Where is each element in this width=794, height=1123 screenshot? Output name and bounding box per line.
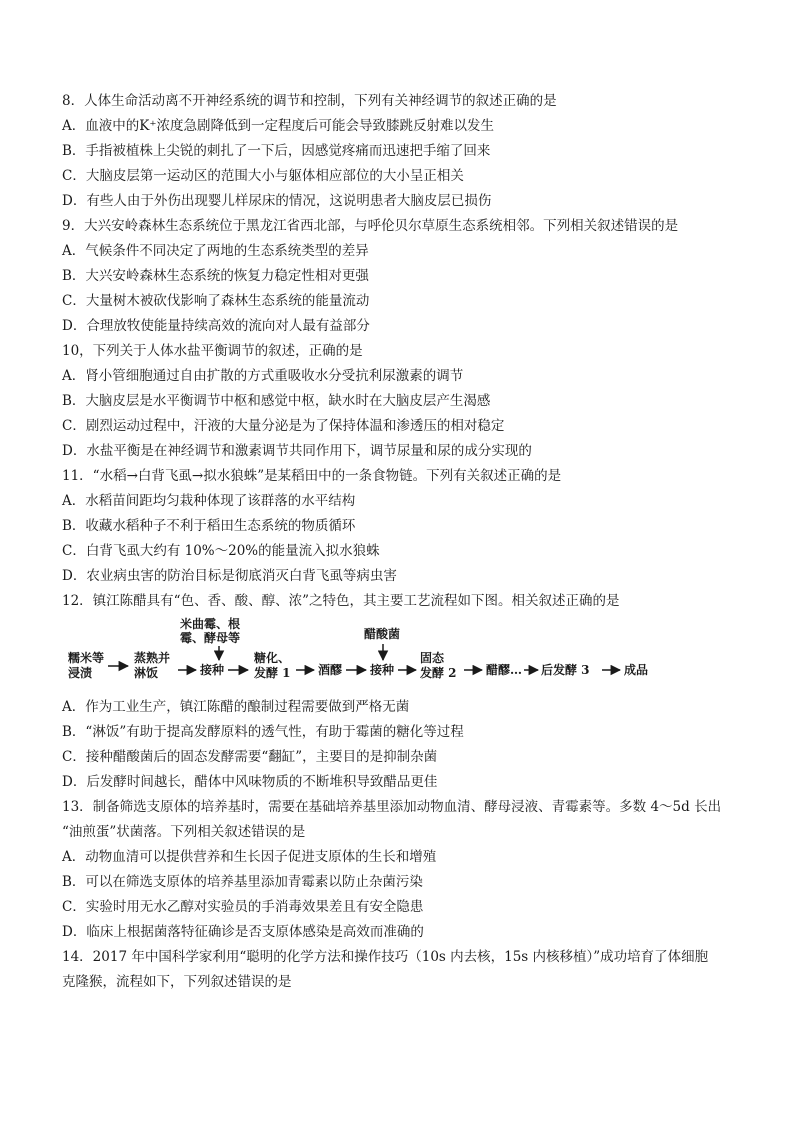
q14-stem-line2: 克隆猴，流程如下，下列叙述错误的是	[62, 974, 292, 990]
q11-stem: 11．“水稻→白背飞虱→拟水狼蛛”是某稻田中的一条食物链。下列有关叙述正确的是	[62, 468, 562, 484]
flow-node-soak: 浸渍	[68, 666, 93, 680]
q10-stem: 10，下列关于人体水盐平衡调节的叙述，正确的是	[62, 343, 363, 359]
q8-stem: 8．人体生命活动离不开神经系统的调节和控制，下列有关神经调节的叙述正确的是	[62, 93, 557, 109]
q11-option-b: B．收藏水稻种子不利于稻田生态系统的物质循环	[62, 518, 356, 534]
flow-node-saccharify: 糖化、	[254, 651, 291, 665]
flow-node-glutinous-rice: 糯米等	[68, 651, 105, 665]
q8-option-b: B．手指被植株上尖锐的刺扎了一下后，因感觉疼痛而迅速把手缩了回来	[62, 143, 491, 159]
q9-option-a: A．气候条件不同决定了两地的生态系统类型的差异	[62, 243, 369, 259]
q10-option-b: B．大脑皮层是水平衡调节中枢和感觉中枢，缺水时在大脑皮层产生渴感	[62, 393, 491, 409]
q10-option-c: C．剧烈运动过程中，汗液的大量分泌是为了保持体温和渗透压的相对稳定	[62, 418, 505, 434]
q12-stem: 12．镇江陈醋具有“色、香、酸、醇、浓”之特色，其主要工艺流程如下图。相关叙述正确的是	[62, 593, 620, 609]
flow-node-wine-mash: 酒醪	[318, 663, 343, 677]
q13-stem-line1: 13．制备筛选支原体的培养基时，需要在基础培养基里添加动物血清、酵母浸液、青霉素等。多数 4～5d 长出	[62, 799, 722, 815]
q13-stem-line2: “油煎蛋”状菌落。下列相关叙述错误的是	[62, 824, 306, 840]
q12-option-c: C．接种醋酸菌后的固态发酵需要“翻缸”，主要目的是抑制杂菌	[62, 749, 438, 765]
flow-node-post-ferment-3: 后发酵 3	[541, 663, 590, 677]
q10-option-a: A．肾小管细胞通过自由扩散的方式重吸收水分受抗利尿激素的调节	[62, 368, 464, 384]
q10-option-d: D．水盐平衡是在神经调节和激素调节共同作用下，调节尿量和尿的成分实现的	[62, 443, 532, 459]
q13-option-d: D．临床上根据菌落特征确诊是否支原体感染是高效而准确的	[62, 924, 424, 940]
flow-node-solid-state: 固态	[420, 651, 445, 665]
q12-option-a: A．作为工业生产，镇江陈醋的酿制过程需要做到严格无菌	[62, 699, 410, 715]
q9-option-b: B．大兴安岭森林生态系统的恢复力稳定性相对更强	[62, 268, 369, 284]
q11-option-c: C．白背飞虱大约有 10%～20%的能量流入拟水狼蛛	[62, 543, 380, 559]
q9-option-c: C．大量树木被砍伐影响了森林生态系统的能量流动	[62, 293, 370, 309]
q13-option-b: B．可以在筛选支原体的培养基里添加青霉素以防止杂菌污染	[62, 874, 423, 890]
flow-node-inoculate-1: 接种	[200, 663, 225, 677]
q14-stem-line1: 14．2017 年中国科学家利用“聪明的化学方法和操作技巧（10s 内去核，15s 内核移植）”成功培育了体细胞	[62, 949, 709, 965]
flow-node-ferment-1: 发酵 1	[254, 666, 291, 680]
q9-option-d: D．合理放牧使能量持续高效的流向对人最有益部分	[62, 318, 370, 334]
flow-node-inoculate-2: 接种	[370, 663, 395, 677]
flow-top-label-acetobacter: 醋酸菌	[364, 627, 401, 641]
q9-stem: 9．大兴安岭森林生态系统位于黑龙江省西北部，与呼伦贝尔草原生态系统相邻。下列相关叙述错误的是	[62, 218, 679, 234]
flow-node-steam: 蒸熟并	[134, 651, 171, 665]
q11-option-d: D．农业病虫害的防治目标是彻底消灭白背飞虱等病虫害	[62, 568, 397, 584]
flow-node-rinse-rice: 淋饭	[134, 666, 159, 680]
q8-option-d: D．有些人由于外伤出现婴儿样尿床的情况，这说明患者大脑皮层已损伤	[62, 193, 492, 209]
flow-node-vinegar-mash: 醋醪…	[486, 663, 523, 677]
flow-node-ferment-2: 发酵 2	[420, 666, 457, 680]
q8-option-a: A．血液中的K⁺浓度急剧降低到一定程度后可能会导致膝跳反射难以发生	[62, 118, 494, 134]
flow-top-label-molds-line1: 米曲霉、根	[180, 617, 241, 631]
flow-top-label-molds-line2: 霉、酵母等	[180, 631, 241, 645]
q11-option-a: A．水稻苗间距均匀栽种体现了该群落的水平结构	[62, 493, 356, 509]
q12-option-d: D．后发酵时间越长，醋体中风味物质的不断堆积导致醋品更佳	[62, 774, 438, 790]
flow-node-product: 成品	[624, 663, 649, 677]
q13-option-c: C．实验时用无水乙醇对实验员的手消毒效果差且有安全隐患	[62, 899, 424, 915]
q8-option-c: C．大脑皮层第一运动区的范围大小与躯体相应部位的大小呈正相关	[62, 168, 464, 184]
q12-process-flow-diagram	[62, 616, 662, 686]
q13-option-a: A．动物血清可以提供营养和生长因子促进支原体的生长和增殖	[62, 849, 437, 865]
q12-option-b: B．“淋饭”有助于提高发酵原料的透气性，有助于霉菌的糖化等过程	[62, 724, 464, 740]
